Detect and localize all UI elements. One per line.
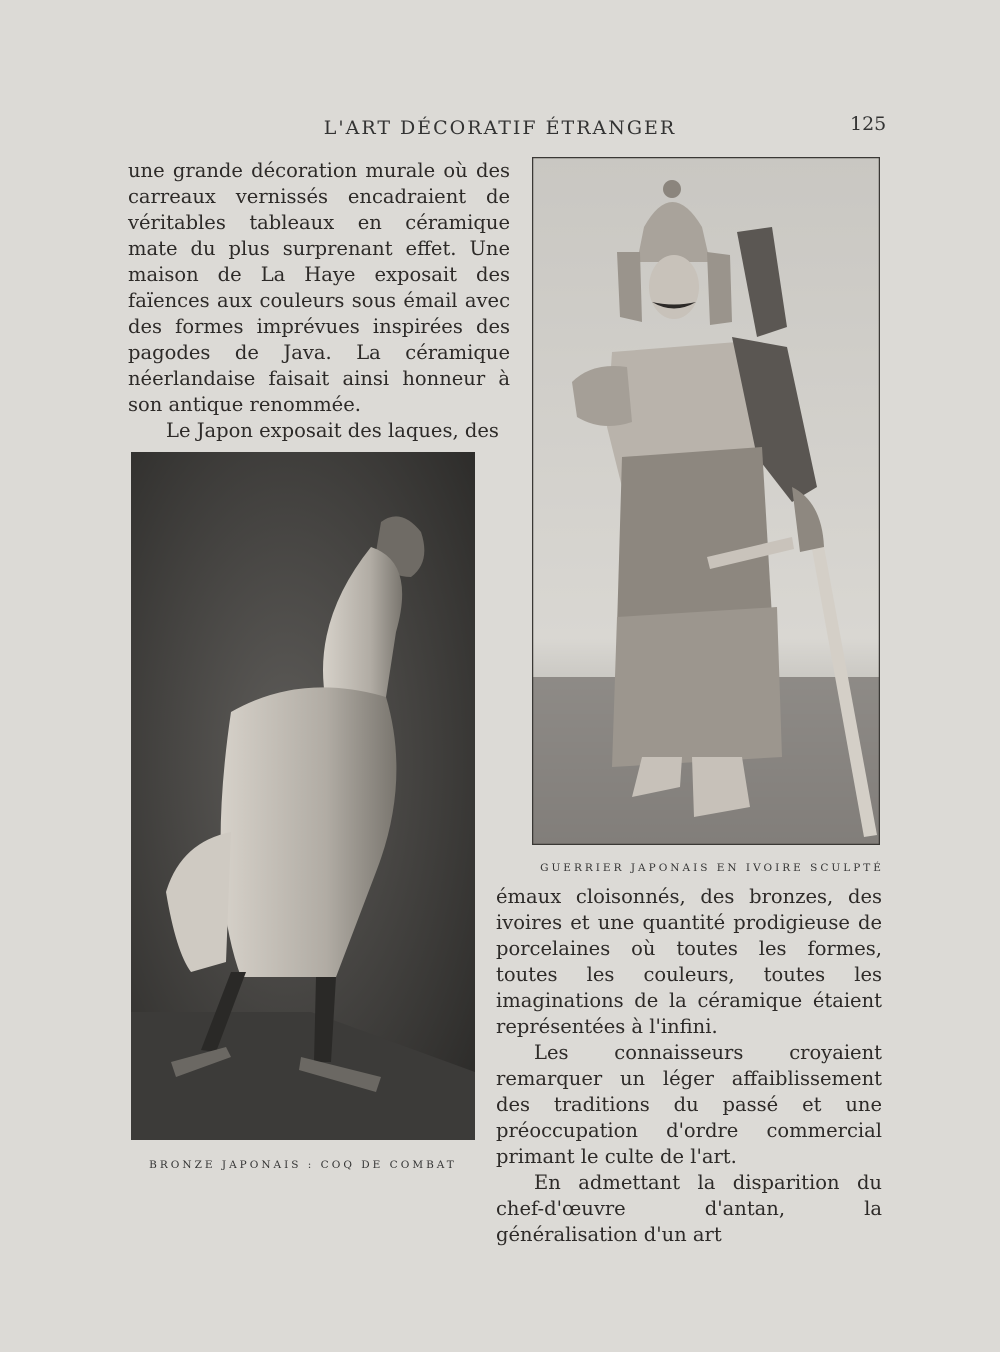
left-text-column — [128, 158, 510, 444]
rooster-caption: BRONZE JAPONAIS : COQ DE COMBAT — [149, 1159, 457, 1171]
paragraph: En admettant la disparition du chef-d'œuvre d'antan, la généralisation d'un art — [496, 1171, 882, 1246]
right-text-column — [496, 884, 882, 1248]
paragraph: Les connaisseurs croyaient remarquer un léger affaiblissement des traditions du passé et une préoccupation d'ordre commercial primant le culte de l'art. — [496, 1041, 882, 1168]
paragraph: Le Japon exposait des laques, des — [166, 419, 499, 442]
page-number: 125 — [850, 113, 887, 135]
paragraph: émaux cloisonnés, des bronzes, des ivoires et une quantité prodigieuse de porcelaines où toutes les formes, toutes les couleurs, toutes les imaginations de la céramique étaient représentées à l'infini. — [496, 885, 882, 1038]
warrior-caption: GUERRIER JAPONAIS EN IVOIRE SCULPTÉ — [540, 862, 884, 874]
rooster-photo — [131, 452, 475, 1140]
running-head: L'ART DÉCORATIF ÉTRANGER — [323, 117, 677, 139]
warrior-photo — [532, 157, 880, 845]
paragraph: une grande décoration murale où des carreaux vernissés encadraient de véritables tableaux en céramique mate du plus surprenant effet. Une maison de La Haye exposait des faïences aux couleurs sous émail avec des formes imprévues inspirées des pagodes de Java. La céramique néerlandaise faisait ainsi honneur à son antique renommée. — [128, 159, 510, 416]
